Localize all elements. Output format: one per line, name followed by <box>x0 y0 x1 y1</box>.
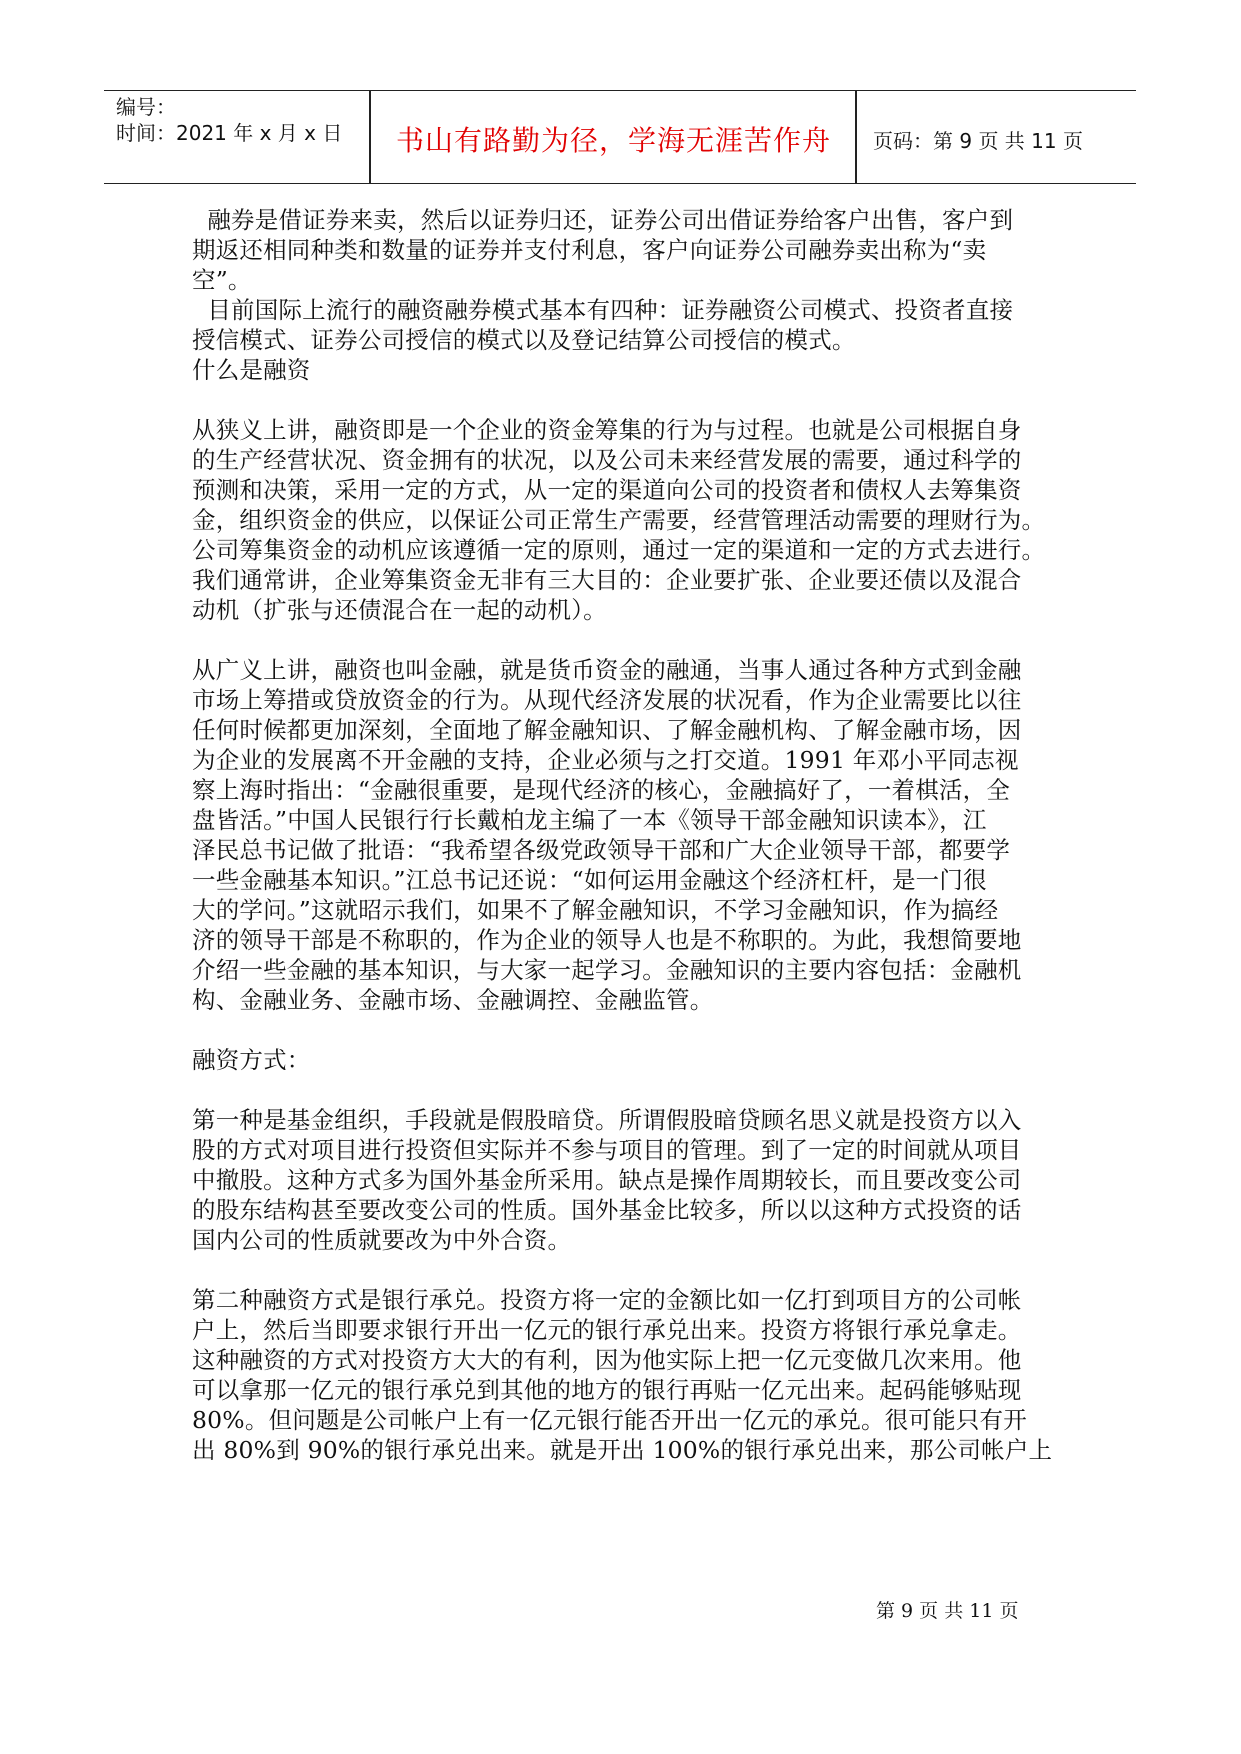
text-line: 的股东结构甚至要改变公司的性质。国外基金比较多，所以以这种方式投资的话 <box>192 1196 1022 1224</box>
text-line: 一些金融基本知识。”江总书记还说：“如何运用金融这个经济杠杆，是一门很 <box>192 866 987 894</box>
header-divider <box>369 91 371 183</box>
doc-number-label: 编号： <box>116 95 176 119</box>
text-line: 80%。但问题是公司帐户上有一亿元银行能否开出一亿元的承兑。很可能只有开 <box>192 1406 1027 1434</box>
paragraph <box>192 295 1062 385</box>
text-line: 的生产经营状况、资金拥有的状况，以及公司未来经营发展的需要，通过科学的 <box>192 446 1022 474</box>
text-line: 国内公司的性质就要改为中外合资。 <box>192 1226 572 1254</box>
text-line: 这种融资的方式对投资方大大的有利，因为他实际上把一亿元变做几次来用。他 <box>192 1346 1022 1374</box>
paragraph-gap <box>192 1015 1062 1045</box>
text-line: 从广义上讲，融资也叫金融，就是货币资金的融通，当事人通过各种方式到金融 <box>192 656 1022 684</box>
text-line: 期返还相同种类和数量的证券并支付利息，客户向证券公司融券卖出称为“卖 <box>192 236 987 264</box>
text-line: 盘皆活。”中国人民银行行长戴柏龙主编了一本《领导干部金融知识读本》，江 <box>192 806 987 834</box>
paragraph <box>192 1105 1062 1255</box>
paragraph-gap <box>192 625 1062 655</box>
text-line: 公司筹集资金的动机应该遵循一定的原则，通过一定的渠道和一定的方式去进行。 <box>192 536 1046 564</box>
text-line: 构、金融业务、金融市场、金融调控、金融监管。 <box>192 986 714 1014</box>
text-line: 出 80%到 90%的银行承兑出来。就是开出 100%的银行承兑出来，那公司帐户上 <box>192 1436 1053 1464</box>
document-header <box>104 90 1136 184</box>
text-line: 介绍一些金融的基本知识，与大家一起学习。金融知识的主要内容包括：金融机 <box>192 956 1022 984</box>
text-line: 第二种融资方式是银行承兑。投资方将一定的金额比如一亿打到项目方的公司帐 <box>192 1286 1022 1314</box>
text-line: 为企业的发展离不开金融的支持，企业必须与之打交道。1991 年邓小平同志视 <box>192 746 1019 774</box>
text-line: 泽民总书记做了批语：“我希望各级党政领导干部和广大企业领导干部，都要学 <box>192 836 1011 864</box>
paragraph <box>192 1045 1062 1075</box>
paragraph <box>192 655 1062 1015</box>
text-line: 金，组织资金的供应，以保证公司正常生产需要，经营管理活动需要的理财行为。 <box>192 506 1046 534</box>
paragraph <box>192 205 1062 295</box>
page-footer: 第 9 页 共 11 页 <box>876 1600 1019 1622</box>
paragraph <box>192 415 1062 625</box>
text-line: 股的方式对项目进行投资但实际并不参与项目的管理。到了一定的时间就从项目 <box>192 1136 1022 1164</box>
text-line: 目前国际上流行的融资融券模式基本有四种：证券融资公司模式、投资者直接 <box>192 296 1014 324</box>
text-line: 预测和决策，采用一定的方式，从一定的渠道向公司的投资者和债权人去筹集资 <box>192 476 1022 504</box>
text-line: 察上海时指出：“金融很重要，是现代经济的核心，金融搞好了，一着棋活，全 <box>192 776 1011 804</box>
document-body <box>192 205 1062 1465</box>
paragraph-gap <box>192 1255 1062 1285</box>
text-line: 户上，然后当即要求银行开出一亿元的银行承兑出来。投资方将银行承兑拿走。 <box>192 1316 1022 1344</box>
paragraph <box>192 1285 1062 1465</box>
text-line: 可以拿那一亿元的银行承兑到其他的地方的银行再贴一亿元出来。起码能够贴现 <box>192 1376 1022 1404</box>
paragraph-gap <box>192 1075 1062 1105</box>
text-line: 我们通常讲，企业筹集资金无非有三大目的：企业要扩张、企业要还债以及混合 <box>192 566 1022 594</box>
text-line: 中撤股。这种方式多为国外基金所采用。缺点是操作周期较长，而且要改变公司 <box>192 1166 1022 1194</box>
paragraph-gap <box>192 385 1062 415</box>
text-line: 济的领导干部是不称职的，作为企业的领导人也是不称职的。为此，我想简要地 <box>192 926 1022 954</box>
text-line: 融券是借证券来卖，然后以证券归还，证券公司出借证券给客户出售，客户到 <box>192 206 1014 234</box>
doc-time-label: 时间：2021 年 x 月 x 日 <box>116 121 343 145</box>
text-line: 什么是融资 <box>192 356 311 384</box>
header-motto: 书山有路勤为径，学海无涯苦作舟 <box>395 124 831 157</box>
text-line: 市场上筹措或贷放资金的行为。从现代经济发展的状况看，作为企业需要比以往 <box>192 686 1022 714</box>
text-line: 空”。 <box>192 266 252 294</box>
text-line: 任何时候都更加深刻，全面地了解金融知识、了解金融机构、了解金融市场，因 <box>192 716 1022 744</box>
text-line: 大的学问。”这就昭示我们，如果不了解金融知识，不学习金融知识，作为搞经 <box>192 896 999 924</box>
header-page-number: 页码：第 9 页 共 11 页 <box>873 129 1083 153</box>
header-divider <box>855 91 857 183</box>
text-line: 融资方式： <box>192 1046 311 1074</box>
text-line: 从狭义上讲，融资即是一个企业的资金筹集的行为与过程。也就是公司根据自身 <box>192 416 1022 444</box>
text-line: 第一种是基金组织，手段就是假股暗贷。所谓假股暗贷顾名思义就是投资方以入 <box>192 1106 1022 1134</box>
text-line: 动机（扩张与还债混合在一起的动机）。 <box>192 596 607 624</box>
text-line: 授信模式、证券公司授信的模式以及登记结算公司授信的模式。 <box>192 326 856 354</box>
